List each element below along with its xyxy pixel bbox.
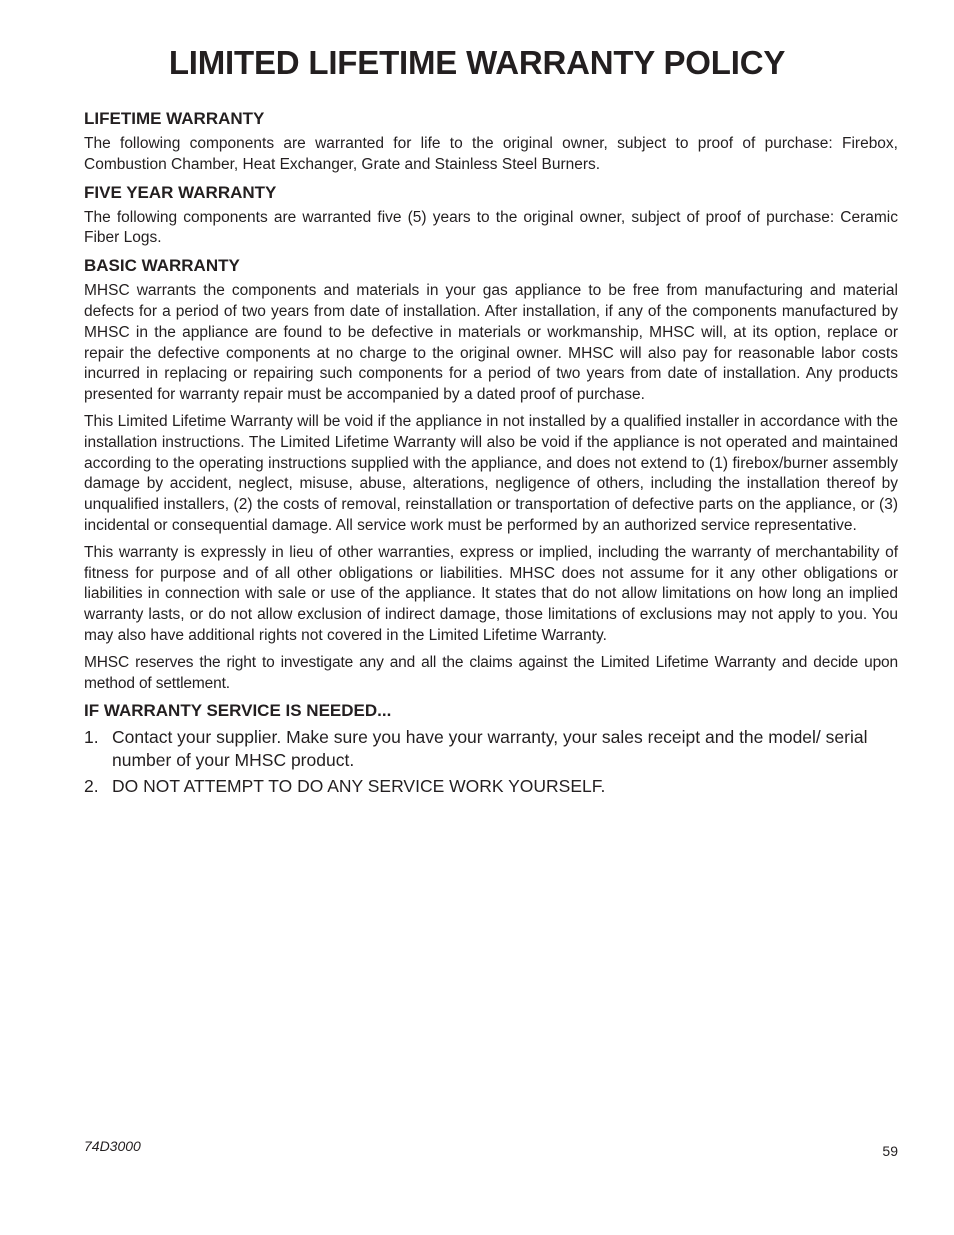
list-number: 2. bbox=[84, 776, 99, 797]
section-heading: FIVE YEAR WARRANTY bbox=[84, 182, 277, 202]
list-text: DO NOT ATTEMPT TO DO ANY SERVICE WORK YOURSELF. bbox=[112, 776, 606, 797]
paragraph: This warranty is expressly in lieu of other warranties, express or implied, including the warranty of merchantability of fitness for purpose and of all other obligations or liabilities. MHSC does not assume for it any other obligations or liabilities in connection with sale or use of the appliance. It states that do not allow limitations on how long an implied warranty lasts, or do not allow exclusion of indirect damage, those limitations of exclusions may not apply to you. You may also have additional rights not covered in the Limited Lifetime Warranty. bbox=[84, 543, 898, 644]
list-text: Contact your supplier. Make sure you have your warranty, your sales receipt and the model/ serial number of your MHSC product. bbox=[112, 727, 868, 770]
page-title: LIMITED LIFETIME WARRANTY POLICY bbox=[168, 44, 786, 81]
page-number: 59 bbox=[882, 1143, 898, 1159]
paragraph: This Limited Lifetime Warranty will be void if the appliance in not installed by a qualified installer in accordance with the installation instructions. The Limited Lifetime Warranty will also be void if the appliance is not operated and maintained according to the operating instructions supplied with the appliance, and does not extend to (1) firebox/burner assembly damage by accident, neglect, misuse, abuse, alterations, negligence of others, including the installation thereof by unqualified installers, (2) the costs of removal, reinstallation or transportation of defective parts on the appliance, or (3) incidental or consequential damage. All service work must be performed by an authorized service representative. bbox=[84, 412, 898, 534]
service-steps-list bbox=[84, 726, 898, 798]
section-heading: LIFETIME WARRANTY bbox=[84, 109, 265, 128]
paragraph: MHSC warrants the components and materials in your gas appliance to be free from manufacturing and material defects for a period of two years from date of installation. After installation, if any of the components manufactured by MHSC in the appliance are found to be defective in materials or workmanship, MHSC will, at its option, replace or repair the defective components at no charge to the original owner. MHSC will also pay for reasonable labor costs incurred in replacing or repairing such components for a period of two years from date of installation. Any products presented for warranty repair must be accompanied by a dated proof of purchase. bbox=[84, 282, 898, 404]
section-heading: IF WARRANTY SERVICE IS NEEDED... bbox=[84, 701, 392, 721]
warranty-content bbox=[84, 108, 898, 802]
document-code: 74D3000 bbox=[84, 1138, 141, 1154]
list-number: 1. bbox=[84, 727, 99, 748]
paragraph: MHSC reserves the right to investigate any and all the claims against the Limited Lifetime Warranty and decide upon method of settlement. bbox=[84, 653, 898, 692]
section-lifetime-warranty bbox=[84, 108, 898, 176]
section-basic-warranty bbox=[84, 255, 898, 694]
section-five-year-warranty bbox=[84, 182, 898, 250]
section-heading: BASIC WARRANTY bbox=[84, 256, 240, 276]
section-warranty-service bbox=[84, 700, 898, 798]
paragraph: The following components are warranted for life to the original owner, subject to proof of purchase: Firebox, Combustion Chamber, Heat Exchanger, Grate and Stainless Steel Burners. bbox=[84, 135, 898, 173]
list-item bbox=[84, 726, 898, 771]
paragraph: The following components are warranted five (5) years to the original owner, subject of proof of purchase: Ceramic Fiber Logs. bbox=[84, 208, 898, 247]
list-item bbox=[84, 775, 898, 798]
